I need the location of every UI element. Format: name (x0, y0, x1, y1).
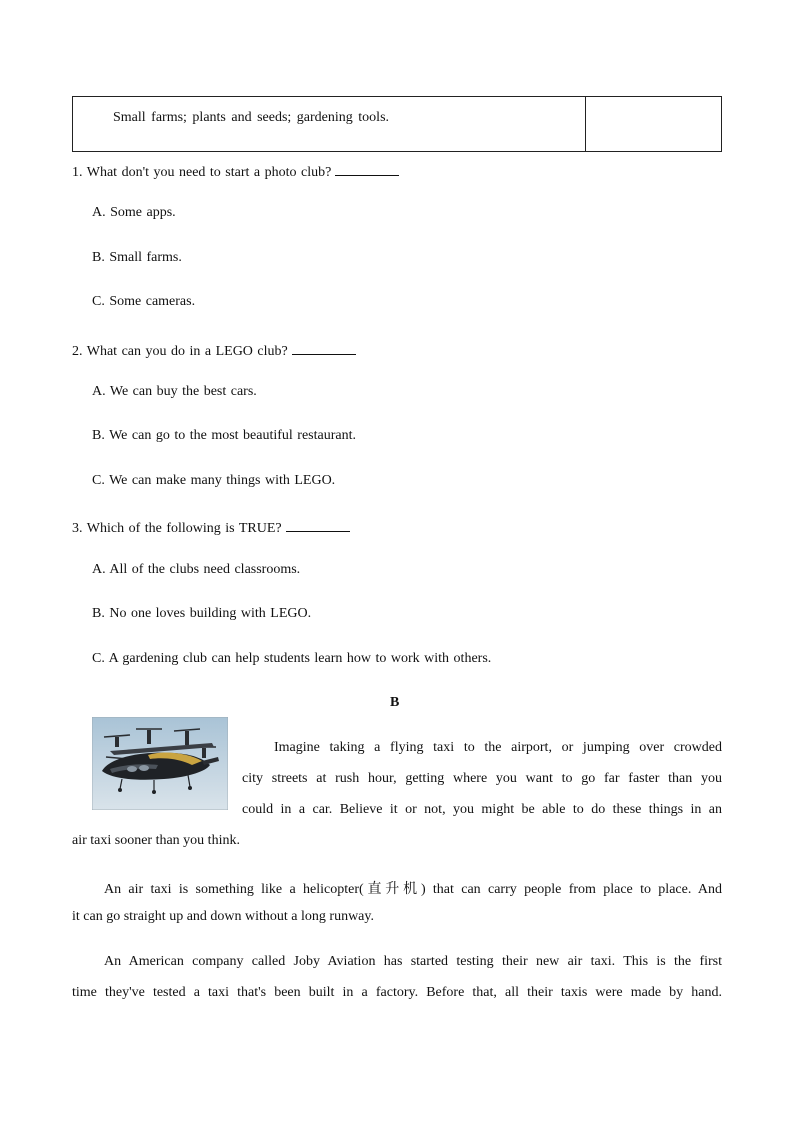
answer-blank-3[interactable] (286, 517, 350, 532)
question-3 (72, 517, 350, 537)
passage-p1-line-4: air taxi sooner than you think. (72, 833, 240, 848)
passage-p3-line-1: An American company called Joby Aviation has started testing their new air taxi. This is the first (104, 954, 722, 969)
question-1-option-b: B. Small farms. (92, 250, 182, 265)
passage-p1-line-3: could in a car. Believe it or not, you might be able to do these things in an (242, 802, 722, 817)
passage-p3-line-2: time they've tested a taxi that's been built in a factory. Before that, all their taxis were made by hand. (72, 985, 722, 1000)
passage-p2-line-1-part-b: ) that can carry people from place to place. And (420, 882, 722, 897)
question-2-option-c: C. We can make many things with LEGO. (92, 473, 336, 488)
question-1-option-c: C. Some cameras. (92, 294, 196, 309)
table-cell-text: Small farms; plants and seeds; gardening tools. (113, 110, 390, 125)
passage-p2-line-2: it can go straight up and down without a long runway. (72, 909, 374, 924)
question-3-option-a: A. All of the clubs need classrooms. (92, 562, 301, 577)
answer-table (72, 96, 722, 152)
passage-p2-line-1-part-a: An air taxi is something like a helicopter( (104, 882, 364, 897)
table-divider (585, 97, 586, 151)
question-1 (72, 161, 399, 181)
question-1-text: 1. What don't you need to start a photo club? (72, 165, 332, 180)
question-2-text: 2. What can you do in a LEGO club? (72, 344, 288, 359)
question-3-text: 3. Which of the following is TRUE? (72, 521, 282, 536)
question-2 (72, 340, 356, 360)
question-3-option-c: C. A gardening club can help students learn how to work with others. (92, 651, 492, 666)
air-taxi-photo (92, 717, 228, 810)
passage-p1-line-1: Imagine taking a flying taxi to the airport, or jumping over crowded (274, 740, 722, 755)
question-2-option-b: B. We can go to the most beautiful restaurant. (92, 428, 356, 443)
answer-blank-1[interactable] (335, 161, 399, 176)
passage-p1-line-2: city streets at rush hour, getting where you want to go far faster than you (242, 771, 722, 786)
question-3-option-b: B. No one loves building with LEGO. (92, 606, 312, 621)
passage-p2-chinese-gloss: 直升机 (363, 881, 421, 897)
passage-p2-line-1 (104, 878, 722, 898)
question-1-option-a: A. Some apps. (92, 205, 176, 220)
question-2-option-a: A. We can buy the best cars. (92, 384, 257, 399)
answer-blank-2[interactable] (292, 340, 356, 355)
section-label: B (390, 695, 400, 710)
